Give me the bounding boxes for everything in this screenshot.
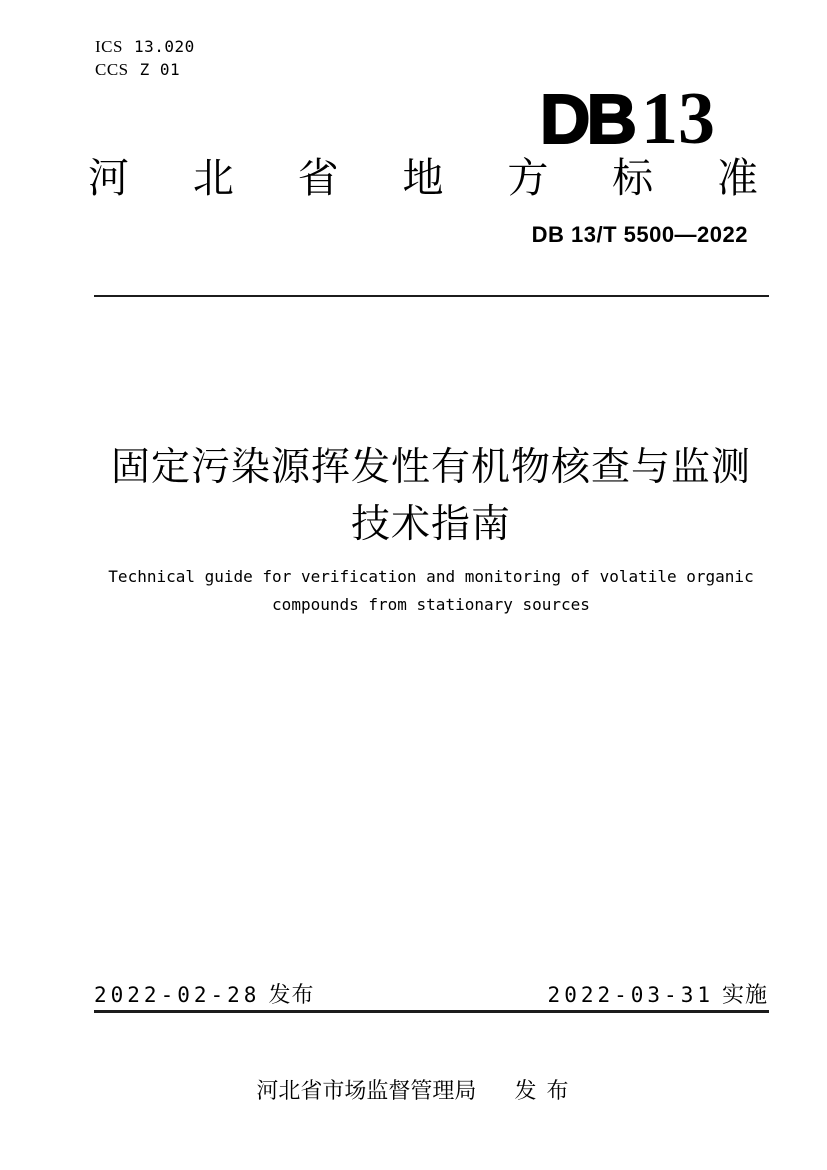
header-divider xyxy=(94,295,769,297)
footer-divider xyxy=(94,1010,769,1013)
document-title-english xyxy=(70,563,792,619)
document-title xyxy=(94,439,768,553)
db13-logo-number: 13 xyxy=(641,78,715,160)
implementation-date-group xyxy=(548,982,768,1008)
issue-date: 2022-02-28 xyxy=(94,983,261,1007)
document-title-english-line2: compounds from stationary sources xyxy=(272,595,590,614)
ccs-value: Z 01 xyxy=(139,60,181,79)
issue-date-group xyxy=(94,982,314,1008)
ics-value: 13.020 xyxy=(133,37,195,56)
db13-logo-db: DB xyxy=(539,80,633,158)
document-title-line1: 固定污染源挥发性有机物核查与监测 xyxy=(110,446,751,489)
document-title-line2: 技术指南 xyxy=(350,503,511,546)
ics-label: ICS xyxy=(95,37,123,56)
ccs-code xyxy=(95,58,195,81)
publisher-name: 河北省市场监督管理局 xyxy=(256,1078,477,1103)
implementation-date: 2022-03-31 xyxy=(547,983,714,1007)
db13-logo xyxy=(539,78,715,160)
standard-type-name: 河 北 省 地 方 标 准 xyxy=(88,155,758,201)
ccs-label: CCS xyxy=(95,60,129,79)
classification-codes xyxy=(95,35,195,81)
issue-label: 发布 xyxy=(268,982,315,1007)
document-title-english-line1: Technical guide for verification and monitoring of volatile organic xyxy=(108,567,754,586)
publish-action-label: 发 布 xyxy=(514,1078,571,1103)
implementation-label: 实施 xyxy=(721,982,768,1007)
standard-number: DB 13/T 5500—2022 xyxy=(531,222,748,247)
ics-code xyxy=(95,35,195,58)
dates-row xyxy=(94,982,768,1008)
publisher-row xyxy=(0,1078,827,1104)
